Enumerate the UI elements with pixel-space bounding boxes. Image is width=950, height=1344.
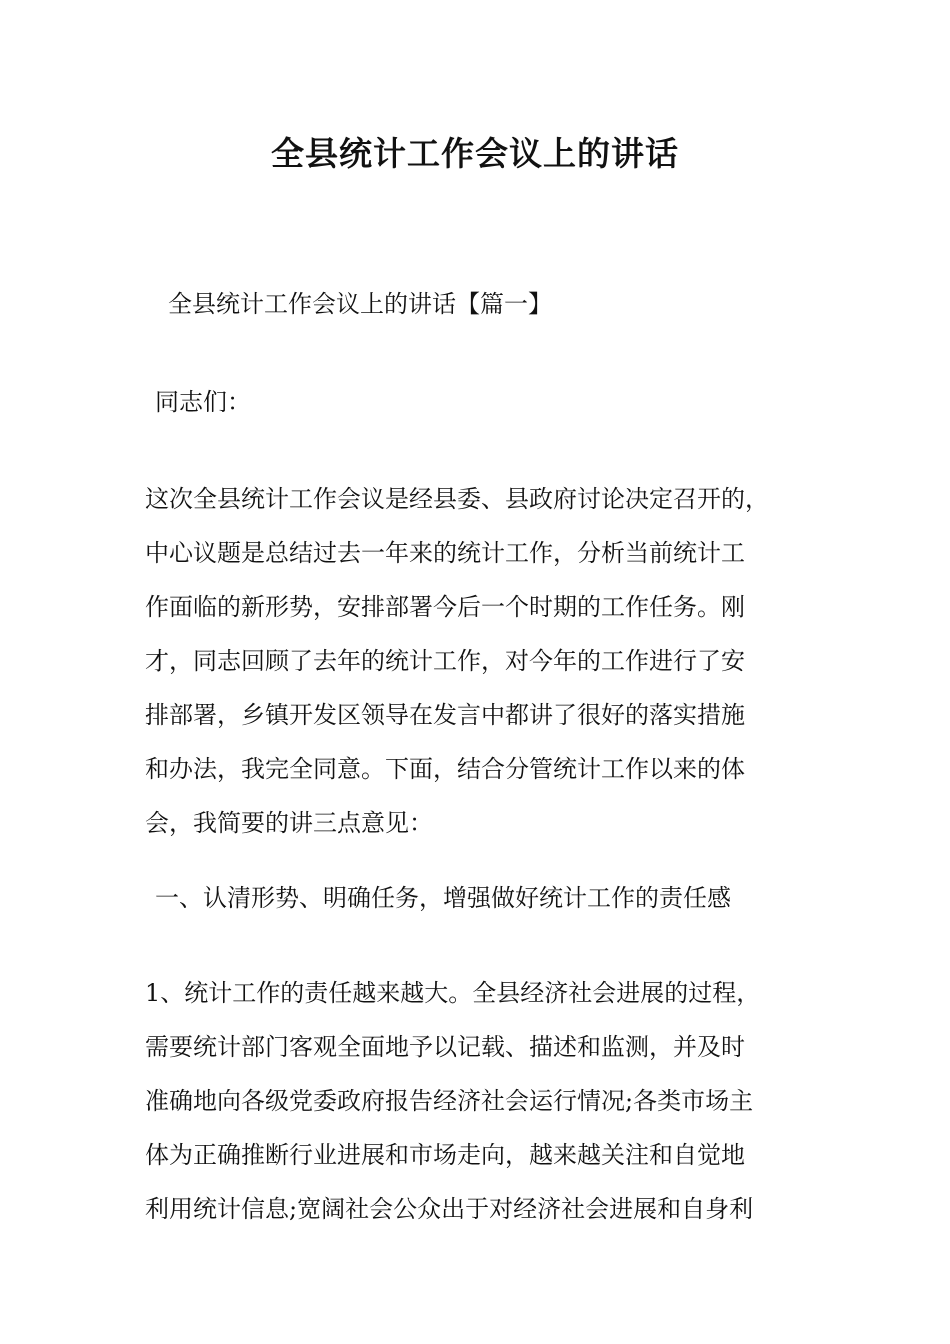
paragraph-line: 体为正确推断行业进展和市场走向，越来越关注和自觉地 <box>145 1141 745 1169</box>
paragraph-line: 中心议题是总结过去一年来的统计工作，分析当前统计工 <box>145 539 745 567</box>
paragraph-line: 排部署，乡镇开发区领导在发言中都讲了很好的落实措施 <box>145 701 745 729</box>
paragraph-line: 利用统计信息;宽阔社会公众出于对经济社会进展和自身利 <box>145 1195 754 1223</box>
salutation: 同志们： <box>155 388 251 416</box>
paragraph-line: 需要统计部门客观全面地予以记载、描述和监测，并及时 <box>145 1033 745 1061</box>
paragraph-intro <box>145 472 835 850</box>
paragraph-section-1 <box>145 966 835 1236</box>
paragraph-line: 会，我简要的讲三点意见： <box>145 809 433 837</box>
paragraph-line: 作面临的新形势，安排部署今后一个时期的工作任务。刚 <box>145 593 745 621</box>
paragraph-line: 和办法，我完全同意。下面，结合分管统计工作以来的体 <box>145 755 745 783</box>
paragraph-line: 1、统计工作的责任越来越大。全县经济社会进展的过程， <box>145 979 761 1007</box>
paragraph-line: 准确地向各级党委政府报告经济社会运行情况;各类市场主 <box>145 1087 754 1115</box>
document-subtitle: 全县统计工作会议上的讲话【篇一】 <box>168 290 552 318</box>
section-heading-1: 一、认清形势、明确任务，增强做好统计工作的责任感 <box>155 884 731 912</box>
paragraph-line: 才，同志回顾了去年的统计工作，对今年的工作进行了安 <box>145 647 745 675</box>
paragraph-line: 这次全县统计工作会议是经县委、县政府讨论决定召开的， <box>145 485 769 513</box>
document-title: 全县统计工作会议上的讲话 <box>271 134 679 173</box>
